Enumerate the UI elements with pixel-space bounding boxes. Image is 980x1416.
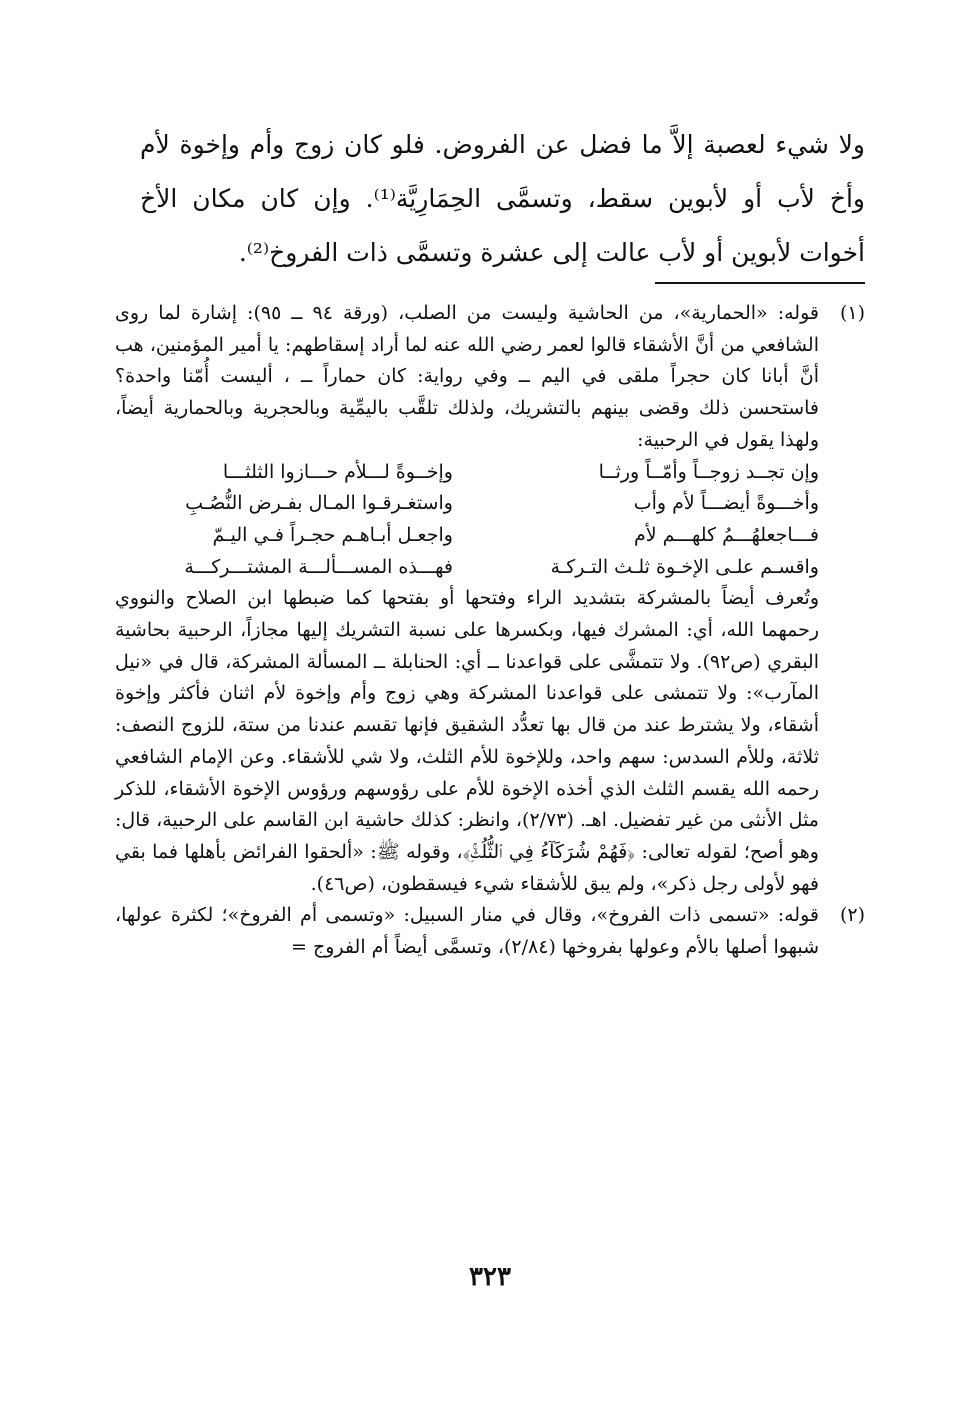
- verse-second-hemistich: واجعـل أبـاهـم حجـراً فـي اليـمّ: [212, 523, 453, 546]
- verse-second-hemistich: فهـــذه المســـألـــة المشتـــركـــة: [184, 555, 453, 578]
- verse-first-hemistich: واقسـم علـى الإخـوة ثلـث التـركـة: [550, 555, 819, 578]
- footnote-1: [115, 298, 865, 900]
- footnote-1-rest: وتُعرف أيضاً بالمشركة بتشديد الراء وفتحها أو بفتحها كما ضبطها ابن الصلاح والنووي رحمهما الله، أي: المشرك فيها، وبكسرها على نسبة التشريك إليها مجازاً، الرحبية بحاشية البقري (ص٩٢). ولا تتمشَّى على قواعدنا ــ أي: الحنابلة ــ المسألة المشركة، قال في «نيل المآرب»: ولا تتمشى على قواعدنا المشركة وهي زوج وأم وإخوة لأم اثنان فأكثر وإخوة أشقاء، ولا يشترط عند من قال بها تعدُّد الشقيق فإنها تقسم عندنا من ستة، للزوج النصف: ثلاثة، وللأم السدس: سهم واحد، وللإخوة للأم الثلث، ولا شي للأشقاء. وعن الإمام الشافعي رحمه الله يقسم الثلث الذي أخذه الإخوة للأم على رؤوسهم ورؤوس الإخوة الأشقاء، للذكر مثل الأنثى من غير تفضيل. اهـ. (٢/٧٣)، وانظر: كذلك حاشية ابن القاسم على الرحبية، قال: وهو أصح؛ لقوله تعالى: ﴿فَهُمْ شُرَكَآءُ فِي ٱلثُّلُثِۚ﴾، وقوله ﷺ: «ألحقوا الفرائض بأهلها فما بقي فهو لأولى رجل ذكر»، ولم يبق للأشقاء شيء فيسقطون، (ص٤٦).: [115, 587, 819, 895]
- verse-second-hemistich: وإخــوةً لـــلأم حـــازوا الثلثـــا: [222, 460, 453, 483]
- main-paragraph: ولا شيء لعصبة إلاَّ ما فضل عن الفروض. فلو كان زوج وأم وإخوة لأم وأخ لأب أو لأبوين سقط، وتسمَّى الحِمَارِيَّة⁽¹⁾. وإن كان مكان الأخ أخوات لأبوين أو لأب عالت إلى عشرة وتسمَّى ذات الفروخ⁽²⁾.: [140, 130, 865, 267]
- footnote-2-number: (٢): [839, 904, 865, 927]
- verse-line: [115, 488, 819, 520]
- main-text-block: [140, 118, 865, 280]
- verse-line: [115, 552, 819, 584]
- verse-first-hemistich: فـــاجعلهُـــمُ كلهـــم لأم: [634, 523, 819, 546]
- verse-first-hemistich: وأخـــوةً أيضـــاً لأم وأب: [633, 492, 819, 515]
- footnote-2-text: قوله: «تسمى ذات الفروخ»، وقال في منار السبيل: «وتسمى أم الفروخ»؛ لكثرة عولها، شبهوا أصلها بالأم وعولها بفروخها (٢/٨٤)، وتسمَّى أيضاً أم الفروج =: [115, 904, 819, 959]
- verse-line: [115, 457, 819, 489]
- footnotes: [115, 298, 865, 964]
- page-number: ٣٢٣: [469, 1262, 511, 1292]
- verse-second-hemistich: واستغـرقـوا المـال بفـرض النُّصُـبِ: [185, 492, 453, 515]
- footnote-2-body: [115, 900, 819, 963]
- verse-first-hemistich: وإن تجــد زوجــاً وأمّــاً ورثــا: [598, 460, 819, 483]
- footnote-1-intro: قوله: «الحمارية»، من الحاشية وليست من الصلب، (ورقة ٩٤ ــ ٩٥): إشارة لما روى الشافعي من أنَّ الأشقاء قالوا لعمر رضي الله عنه لما أراد إسقاطهم: يا أمير المؤمنين، هب أنَّ أبانا كان حجراً ملقى في اليم ــ وفي رواية: كان حماراً ــ ، أليست أُمّنا واحدة؟ فاستحسن ذلك وقضى بينهم بالتشريك، ولذلك تلقَّب باليمِّية وبالحجرية وبالحمارية أيضاً، ولهذا يقول في الرحبية:: [115, 302, 819, 451]
- footnote-1-number: (١): [839, 302, 865, 324]
- footnote-1-body: [115, 298, 819, 900]
- footnote-separator: [655, 282, 865, 284]
- verse-line: [115, 520, 819, 552]
- footnote-2: [115, 900, 865, 963]
